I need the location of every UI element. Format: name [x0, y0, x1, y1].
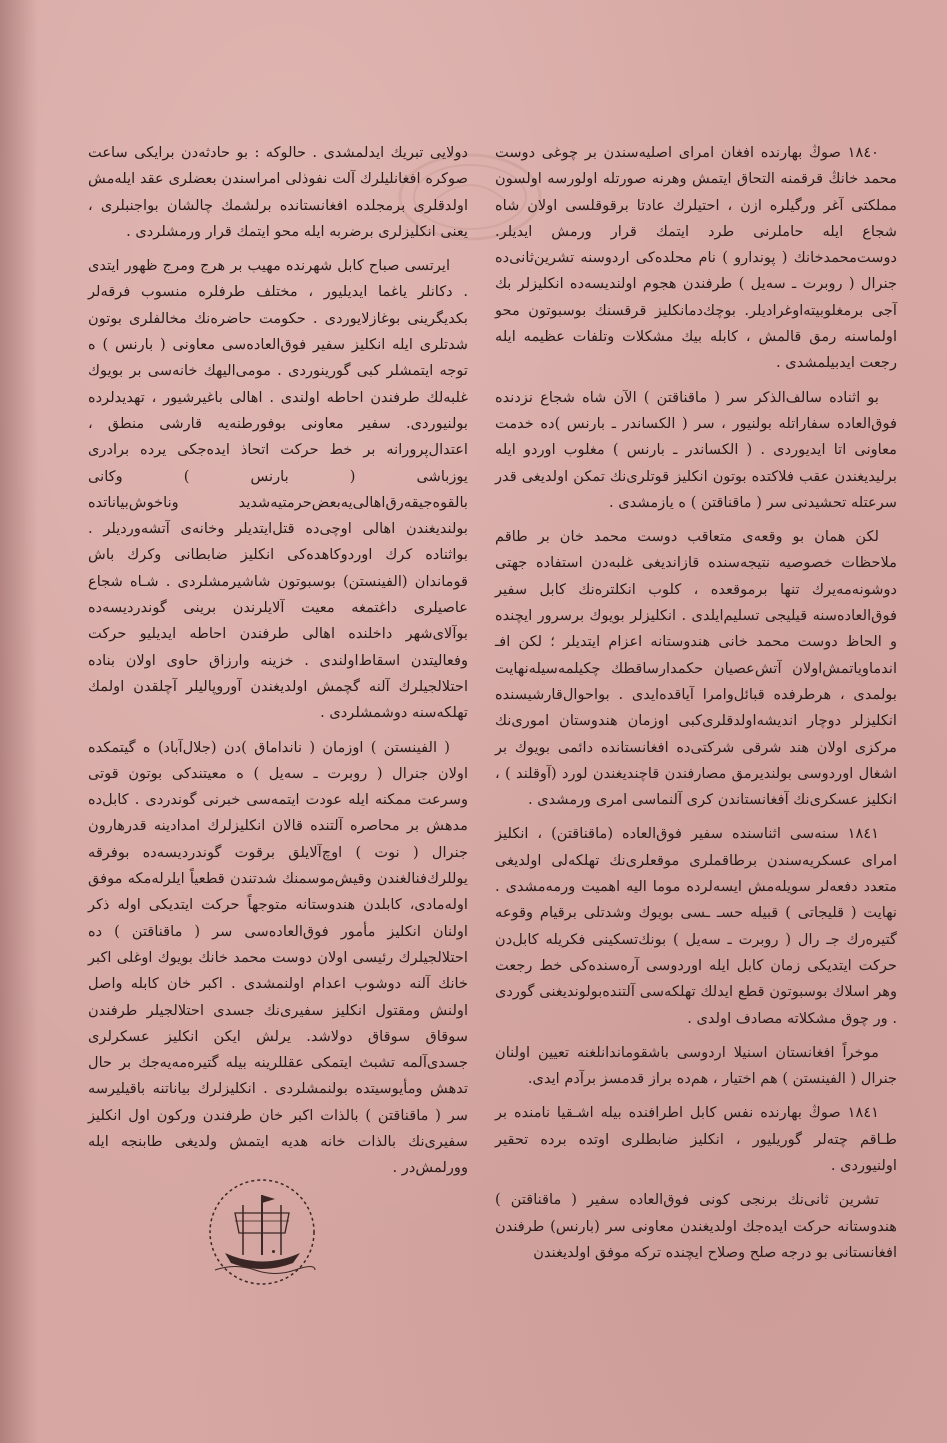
paragraph: تشرین ثانی‌نك برنجی کونی فوق‌العاده سفیر ( ماقناقتن ) هندوستانه حرکت ایده‌جك اولدیغندن معاونی سر (بارنس) طرفندن افغانستانی بو درجه صلح وصلاح ایچنده ترکه موفق اولدیغندن	[495, 1191, 897, 1261]
paragraph: ( الفینستن ) اوزمان ( نانداماق )دن (جلال‌آباد) ه گیتمکده اولان جنرال ( روبرت ـ سه‌یل ) ه معیتندکی بوتون قوتی وسرعت ممکنه ایله عودت ایتمه‌سی خبرنی گوندردی . کابل‌ده مدهش بر محاصره آلتنده قالان انكلیزلرك امدادینه قدرهارون جنرال ( نوت ) اوچ‌آلایلق برقوت گوندردیسه‌ده بوفرقه یوللرك‌فنالغندن وقیش‌موسمنك شدتندن قطعیاً ایلرله‌مکه موفق اوله‌مادی، کابلدن هندوستانه متوجهاً حرکت ایتدیکی اوله ذکر اولنان انكلیز مأمور فوق‌العاده‌سی سر ( ماقناقتن ) ده احتلالجیلرك رئیسی اولان دوست محمد خانك بویوك اوغلی اکبر خانك آلنه دوشوب اعدام اولنمشدی . اکبر خان کابله واصل اولنش ومقتول انكلیز سفیری‌نك جسدی احتلالجیلر طرفندن سوقاق سوقاق دولاشد. یرلش ایکن انكلیز عسکرلری جسدی‌آلمه تشبث ایتمکی عقللرینه بیله گتیره‌مه‌یه‌جك بر حال تدهش ومأیوسیتده بولنمشلردی . انكلیزلرك بیاناتنه باقیلیرسه سر ( ماقناقتن ) بالذات اکبر خان طرفندن ورکون اول انكلیز سفیری‌نك بالذات خانه هدیه ایتمش ولدیغی طابنجه ایله وورلمش‌در .	[88, 738, 468, 1177]
paragraph: ١٨٤١ سنه‌سی اثناسنده سفیر فوق‌العاده (ماقناقتن) ، انكلیز امرای عسکریه‌سندن برطاقملری موقعلری‌نك تهلکه‌لی اولدیغی متعدد دفعه‌لر سویله‌مش ایسه‌لرده موما الیه اهمیت ورمه‌مشدی . نهایت ( قلیجاتی ) قبیله‌ حسـ ـسی بویوك وشدتلی برقیام وقوعه گتیره‌رك جـ رال ( روبرت ـ سه‌یل ) بونك‌تسکینی فکریله کابل‌دن حرکت ایتدیکی زمان کابل ایله اوردوسی آره‌سنده‌کی خط رجعت وهر اسلاك بوسبوتون قطع ایدلك تهلکه‌سی آلتنده‌بولوندیغنی گوردی . ور چوق مشكلاته مصادف اولدی .	[495, 825, 897, 1027]
left-text-column	[88, 140, 468, 1190]
paragraph: لكن همان بو وقعه‌ی متعاقب دوست محمد خان بر طاقم ملاحظات خصوصیه نتیجه‌سنده قازاندیغی غلبه‌دن استفاده جهتی دوشونه‌مه‌یرك تنها برموقعده ، کلوب انكلتره‌نك کابل سفیر فوق‌العاده‌سنه قیلیجی تسلیم‌ایلدی . انكلیزلر بویوك برسرور ایچنده و الحاظ دوست محمد خانی هندوستانه اعزام ایتدیلر ؛ لكن افـ اندماویاتمش‌اولان آتش‌عصیان حکمدارساقطك چكیلمه‌سیله‌نهایت بولمدی ، هرطرفده قبائل‌وامرا آیاقده‌ایدی . بواحوال‌قارشیسنده انكلیزلر دوچار اندیشه‌اولدقلری‌کبی اوزمان هندوستان اموری‌نك مرکزی اولان هند شرقی شرکتی‌ده افغانستانده دائمی بویوك بر اشغال اوردوسی بولندیرمق مصارفندن قاچندیغندن لورد (آوقلند ) ، انكلیز عسکری‌نك آفغانستاندن کری آلنماسی امری ورمشدی .	[495, 528, 897, 809]
paragraph: موخراً افغانستان اسنیلا اردوسی باشقوماندانلغنه تعیین اولنان جنرال ( الفینستن ) هم اختیار ، هم‌ده براز قدمسز برآدم ایدی.	[495, 1043, 897, 1088]
ship-emblem-icon	[205, 1175, 320, 1290]
paragraph: ١٨٤٠ صوڭ بهارنده افغان امرای اصلیه‌سندن بر چوغی دوست محمد خانڭ قرقمنه التحاق ایتمش وهرنه صورتله اولورسه اولسون مملکتی آغر ورگیلره ازن ، احتیلرك عادتا برقوقلسی اولان شاه شجاع ایله حاملرنی طرد ایتمك قرار ورمش ایدیلر. دوست‌محمدخانك ( پوندارو ) نام محلده‌کی اردوسنه تشرین‌ثانی‌ده جنرال ( روبرت ـ سه‌یل ) طرفندن هجوم اولندیسه‌ده انكلیزلر بك آجی برمغلوبیته‌اوغرادیلر. بوچك‌دمانكلیز قرقسنك بوسبوتون محو اولماسنه رمق قالمش ، کابله بیك مشكلات وتلفات عظیمه ایله رجعت ایدبیلمشدی .	[495, 144, 897, 372]
ink-dot	[272, 1250, 275, 1253]
page-shadow-edge	[0, 0, 38, 1443]
right-text-column	[495, 140, 897, 1274]
paragraph: بو اثناده سالف‌الذکر سر ( ماقناقتن ) الآن شاه شجاع نزدنده فوق‌العاده سفاراتله بولنیور ، سر ( الکساندر ـ بارنس )ده خدمت معاونی اتا ایدیوردی . ( الکساندر ـ بارنس ) مغلوب اوردو ایله برلیدیغندن عقب فلاکتده بوتون انكلیز قوتلری‌نك تمکن اولدیغی قدر سرعتله تحشیدنی سر ( ماقناقتن ) ه یازمشدی .	[495, 388, 897, 511]
paragraph: دولایی تبریك ایدلمشدی . حالوکه : بو حادثه‌دن برایکی ساعت صوکره افغانلیلرك آلت نفوذلی امراسندن بعضلری عقد ایله‌مش اولدقلری برمجلده افغانستانده برلشمك چالشان بواجنبلری ، یعنی انكلیزلری برضربه ایله محو ایتمك قرار ورمشلردی .	[88, 144, 468, 240]
paragraph: ١٨٤١ صوڭ بهارنده نفس کابل اطرافنده بیله اشـقیا نامنده بر طـاقم چته‌لر گوریلیور ، انكلیز ضابطلری اوتده برده تحقیر اولنیوردی .	[495, 1104, 897, 1174]
paragraph: ایرتسی صباح کابل شهرنده مهیب بر هرج ومرج ظهور ایتدی . دکانلر یاغما ایدیلیور ، مختلف طرفلره منسوب فرقه‌لر بکدیگرینی بوغازلایوردی . حکومت حاضره‌نك مخالفلری بوتون شدتلری ایله انكلیز سفیر فوق‌العاده‌سی معاونی ( بارنس ) ه توجه ایتمشلر کبی گورینوردی . مومی‌الیهك خانه‌سی بر بویوك غلبه‌لك طرفندن احاطه اولندی . اهالی باغیرشیور ، تهدیدلرده بولنیوردی. سفیر معاونی بوفورطنه‌یه قارشی منطق ، اعتدال‌پرورانه بر خط حرکت اتحاذ ایده‌جکی یرده برادری یوزباشی ( بارنس ) وکانی بالقوه‌جیقه‌رق‌اهالی‌یه‌بعض‌حرمتیه‌شدید وناخوش‌بیاناتده بولندیغندن اهالی اوچی‌ده قتل‌ایتدیلر وخانه‌ی آتشه‌وردیلر . بواثناده کرك اوردوکاهده‌کی انكلیز ضابطانی وکرك باش قوماندان (الفینستن) بوسبوتون شاشیرمشلردی . شـاه شجاع عاصیلری داغتمغه معیت آلایلرندن برینی گوندردیسه‌ده بوآلای‌شهر داخلنده اهالی طرفندن احاطه ایدیلیو حرکت وفعالیتدن اسقاط‌اولندی . خزینه وارزاق حاوی اولان بناده احتلالجیلرك آلنه گچمش اولدیغندن آوروپالیلر آچلقدن اولمك تهلکه‌سنه دوشمشلردی .	[88, 257, 468, 722]
